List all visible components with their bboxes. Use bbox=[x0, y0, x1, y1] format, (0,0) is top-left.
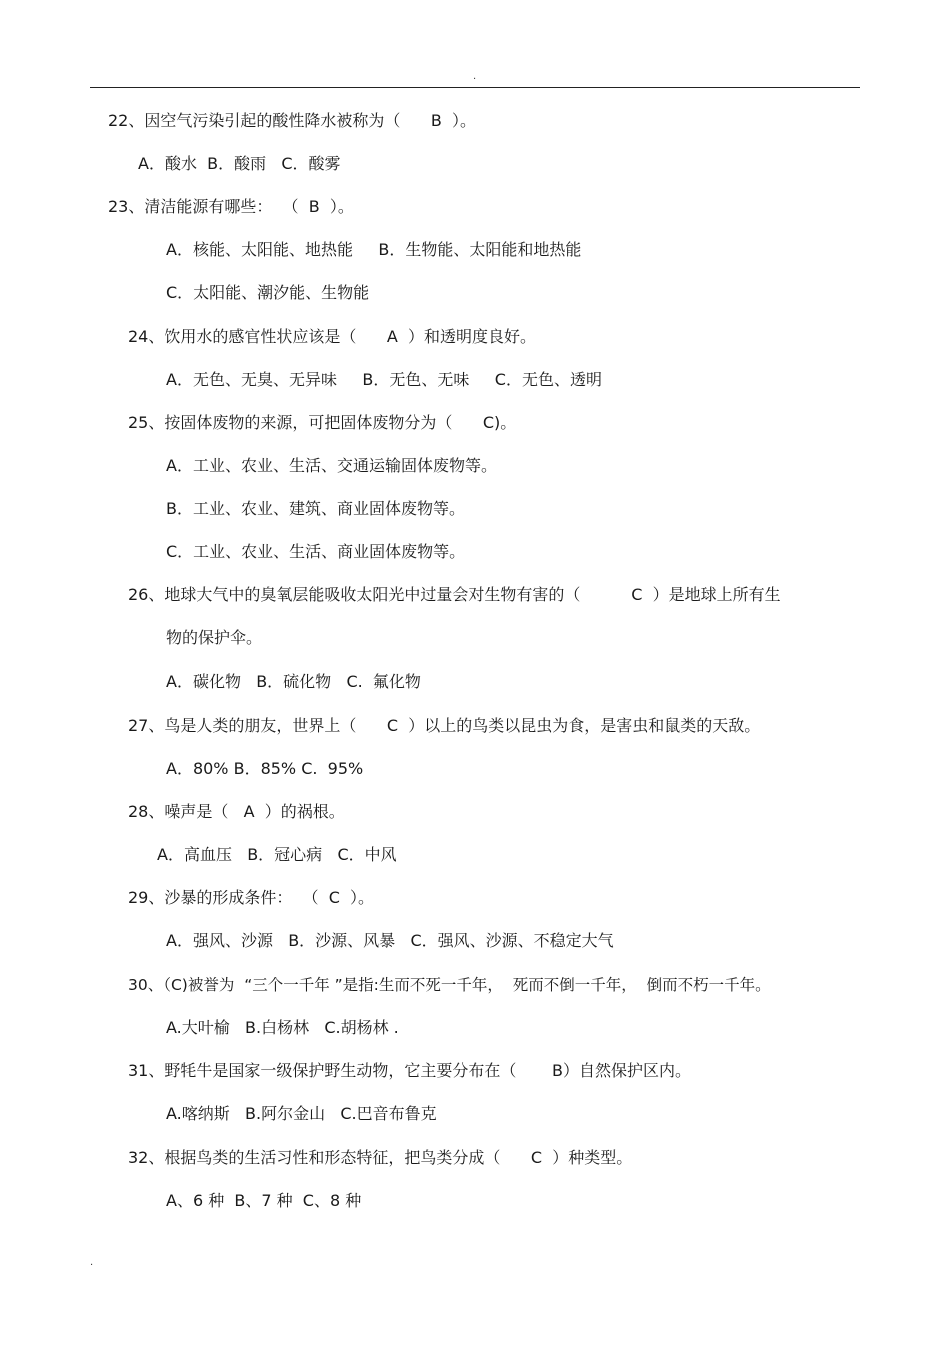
options-22: A．酸水 B．酸雨 C．酸雾 bbox=[138, 154, 341, 173]
options-23-line1: A．核能、太阳能、地热能 B．生物能、太阳能和地热能 bbox=[166, 240, 582, 259]
options-29: A．强风、沙源 B．沙源、风暴 C．强风、沙源、不稳定大气 bbox=[166, 931, 614, 950]
header-rule bbox=[90, 87, 860, 88]
question-29: 29、沙暴的形成条件： （ C ）。 bbox=[128, 888, 375, 907]
options-24: A．无色、无臭、无异味 B．无色、无味 C．无色、透明 bbox=[166, 370, 602, 389]
options-23-line2: C．太阳能、潮汐能、生物能 bbox=[166, 283, 370, 302]
option-25-a: A．工业、农业、生活、交通运输固体废物等。 bbox=[166, 456, 497, 475]
question-25: 25、按固体废物的来源，可把固体废物分为（ C)。 bbox=[128, 413, 517, 432]
question-26-line1: 26、地球大气中的臭氧层能吸收太阳光中过量会对生物有害的（ C ）是地球上所有生 bbox=[128, 585, 781, 604]
question-32: 32、根据鸟类的生活习性和形态特征，把鸟类分成（ C ）种类型。 bbox=[128, 1148, 633, 1167]
options-26: A．碳化物 B．硫化物 C. 氟化物 bbox=[166, 672, 421, 691]
question-31: 31、野牦牛是国家一级保护野生动物，它主要分布在（ B）自然保护区内。 bbox=[128, 1061, 691, 1080]
header-dot-mark: . bbox=[473, 71, 477, 82]
options-32: A、6 种 B、7 种 C、8 种 bbox=[166, 1191, 362, 1210]
question-28: 28、噪声是（ A ）的祸根。 bbox=[128, 802, 345, 821]
question-26-line2: 物的保护伞。 bbox=[166, 628, 263, 647]
options-28: A．高血压 B．冠心病 C．中风 bbox=[157, 845, 397, 864]
options-27: A．80% B．85% C. 95% bbox=[166, 759, 364, 778]
option-25-b: B．工业、农业、建筑、商业固体废物等。 bbox=[166, 499, 465, 518]
question-27: 27、鸟是人类的朋友，世界上（ C ）以上的鸟类以昆虫为食，是害虫和鼠类的天敌。 bbox=[128, 716, 761, 735]
question-22: 22、因空气污染引起的酸性降水被称为（ B ）。 bbox=[108, 111, 477, 130]
options-31: A.喀纳斯 B.阿尔金山 C.巴音布鲁克 bbox=[166, 1104, 437, 1123]
option-25-c: C．工业、农业、生活、商业固体废物等。 bbox=[166, 542, 466, 561]
footer-dot-mark: . bbox=[90, 1257, 94, 1268]
question-30: 30、（C)被誉为 “三个一千年 ”是指:生而不死一千年， 死而不倒一千年， 倒而不朽一千年。 bbox=[128, 976, 771, 994]
question-24: 24、饮用水的感官性状应该是（ A ）和透明度良好。 bbox=[128, 327, 536, 346]
options-30: A.大叶榆 B.白杨林 C.胡杨林 . bbox=[166, 1018, 399, 1037]
question-23: 23、清洁能源有哪些： （ B ）。 bbox=[108, 197, 354, 216]
